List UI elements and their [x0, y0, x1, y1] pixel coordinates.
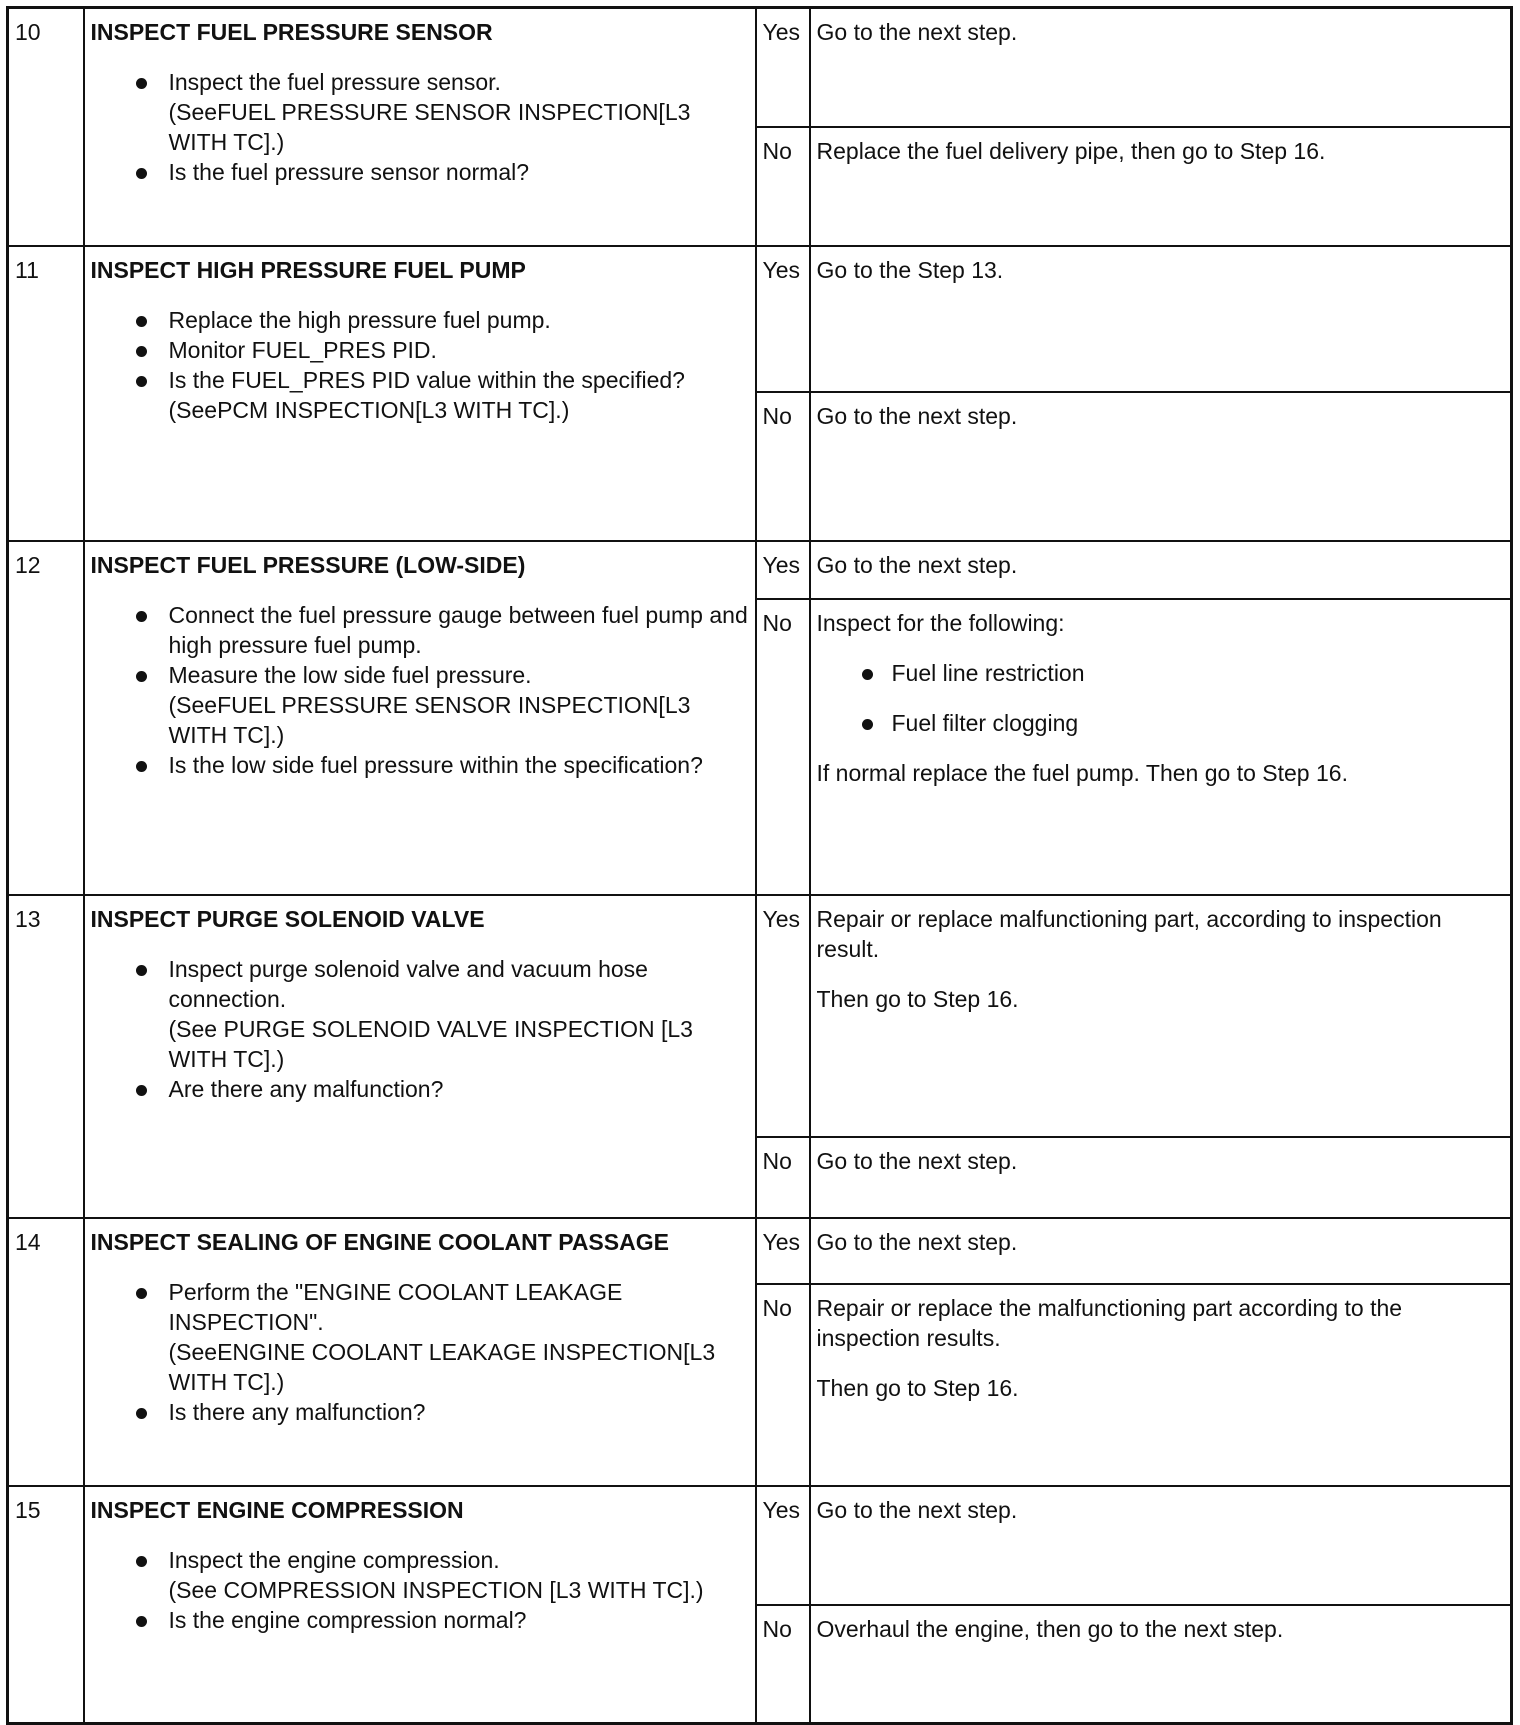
step-action-cell: [84, 1486, 756, 1724]
action-bullet-item: Inspect the fuel pressure sensor.: [91, 67, 749, 97]
yes-label: Yes: [756, 246, 810, 392]
step-title: INSPECT FUEL PRESSURE (LOW-SIDE): [90, 551, 526, 578]
no-result-cell: [810, 1137, 1512, 1218]
result-text: Go to the next step.: [816, 19, 1018, 45]
yes-label: Yes: [756, 8, 810, 127]
no-label: No: [756, 1137, 810, 1218]
yes-result-cell: [810, 541, 1512, 599]
action-bullet-item: Measure the low side fuel pressure.: [91, 660, 749, 690]
yes-result-cell: [810, 1486, 1512, 1605]
result-text: Inspect for the following:: [816, 609, 1065, 636]
step-title: INSPECT ENGINE COMPRESSION: [90, 1496, 464, 1523]
step-title: INSPECT FUEL PRESSURE SENSOR: [90, 19, 493, 45]
step-row-10: [8, 8, 1512, 127]
result-text: Repair or replace malfunctioning part, according to inspection result.: [816, 905, 1442, 962]
yes-result-cell: [810, 895, 1512, 1137]
action-bullet-item: Is the fuel pressure sensor normal?: [91, 157, 749, 187]
result-text: Go to the next step.: [816, 1147, 1018, 1174]
result-bullet-item: Fuel line restriction: [817, 658, 1505, 688]
action-bullet-item: Perform the "ENGINE COOLANT LEAKAGE INSPECTION".: [91, 1277, 749, 1337]
yes-label: Yes: [756, 1218, 810, 1284]
step-action-cell: [84, 1218, 756, 1486]
no-label: No: [756, 1284, 810, 1486]
action-bullet-item: Monitor FUEL_PRES PID.: [91, 335, 749, 365]
reference-note: (SeeFUEL PRESSURE SENSOR INSPECTION[L3 WITH TC].): [168, 691, 691, 748]
action-bullet-item: Is the FUEL_PRES PID value within the specified?: [91, 365, 749, 395]
result-text: Then go to Step 16.: [816, 1374, 1019, 1401]
result-text: Go to the Step 13.: [816, 256, 1004, 283]
step-action-cell: [84, 895, 756, 1218]
yes-label: Yes: [756, 895, 810, 1137]
action-bullet-item: Is the engine compression normal?: [91, 1605, 749, 1635]
yes-label: Yes: [756, 541, 810, 599]
result-bullet-item: Fuel filter clogging: [817, 708, 1505, 738]
step-number: 12: [8, 541, 84, 895]
action-bullet-item: Are there any malfunction?: [91, 1074, 749, 1104]
step-title: INSPECT HIGH PRESSURE FUEL PUMP: [90, 256, 526, 283]
reference-note: (See PURGE SOLENOID VALVE INSPECTION [L3 WITH TC].): [168, 1015, 693, 1072]
reference-note: (See COMPRESSION INSPECTION [L3 WITH TC].): [168, 1576, 704, 1603]
action-bullet-item: Inspect purge solenoid valve and vacuum hose connection.: [91, 954, 749, 1014]
no-result-cell: [810, 599, 1512, 895]
no-result-cell: [810, 392, 1512, 541]
no-label: No: [756, 1605, 810, 1724]
step-row-14: [8, 1218, 1512, 1284]
diagnostic-procedure-table: [6, 6, 1513, 1725]
result-text: Go to the next step.: [816, 551, 1018, 578]
no-label: No: [756, 599, 810, 895]
yes-result-cell: [810, 1218, 1512, 1284]
step-title: INSPECT PURGE SOLENOID VALVE: [90, 905, 485, 932]
result-text: Overhaul the engine, then go to the next step.: [816, 1615, 1284, 1642]
action-bullet-item: Replace the high pressure fuel pump.: [91, 305, 749, 335]
no-result-cell: [810, 1284, 1512, 1486]
result-text: Go to the next step.: [816, 1496, 1018, 1523]
action-bullet-item: Is there any malfunction?: [91, 1397, 749, 1427]
yes-label: Yes: [756, 1486, 810, 1605]
step-row-15: [8, 1486, 1512, 1605]
step-action-cell: [84, 246, 756, 541]
result-text: Replace the fuel delivery pipe, then go to Step 16.: [816, 137, 1326, 164]
action-bullet-item: Is the low side fuel pressure within the specification?: [91, 750, 749, 780]
result-text: Go to the next step.: [816, 1228, 1018, 1255]
reference-note: (SeeFUEL PRESSURE SENSOR INSPECTION[L3 WITH TC].): [168, 99, 691, 155]
action-bullet-item: Inspect the engine compression.: [91, 1545, 749, 1575]
step-row-11: [8, 246, 1512, 392]
reference-note: (SeeENGINE COOLANT LEAKAGE INSPECTION[L3 WITH TC].): [168, 1338, 716, 1395]
step-row-12: [8, 541, 1512, 599]
step-number: 15: [8, 1486, 84, 1724]
step-action-cell: [84, 541, 756, 895]
step-number: 13: [8, 895, 84, 1218]
step-number: 10: [8, 8, 84, 246]
yes-result-cell: [810, 246, 1512, 392]
step-number: 14: [8, 1218, 84, 1486]
step-row-13: [8, 895, 1512, 1137]
no-label: No: [756, 127, 810, 246]
result-text: Repair or replace the malfunctioning part according to the inspection results.: [816, 1294, 1403, 1351]
result-text: Go to the next step.: [816, 402, 1018, 429]
yes-result-cell: [810, 8, 1512, 127]
step-title: INSPECT SEALING OF ENGINE COOLANT PASSAGE: [90, 1228, 669, 1255]
no-result-cell: [810, 127, 1512, 246]
reference-note: (SeePCM INSPECTION[L3 WITH TC].): [168, 396, 570, 423]
action-bullet-item: Connect the fuel pressure gauge between fuel pump and high pressure fuel pump.: [91, 600, 749, 660]
no-label: No: [756, 392, 810, 541]
result-text: Then go to Step 16.: [816, 985, 1019, 1012]
step-number: 11: [8, 246, 84, 541]
result-text: If normal replace the fuel pump. Then go to Step 16.: [816, 759, 1348, 786]
step-action-cell: [84, 8, 756, 246]
no-result-cell: [810, 1605, 1512, 1724]
